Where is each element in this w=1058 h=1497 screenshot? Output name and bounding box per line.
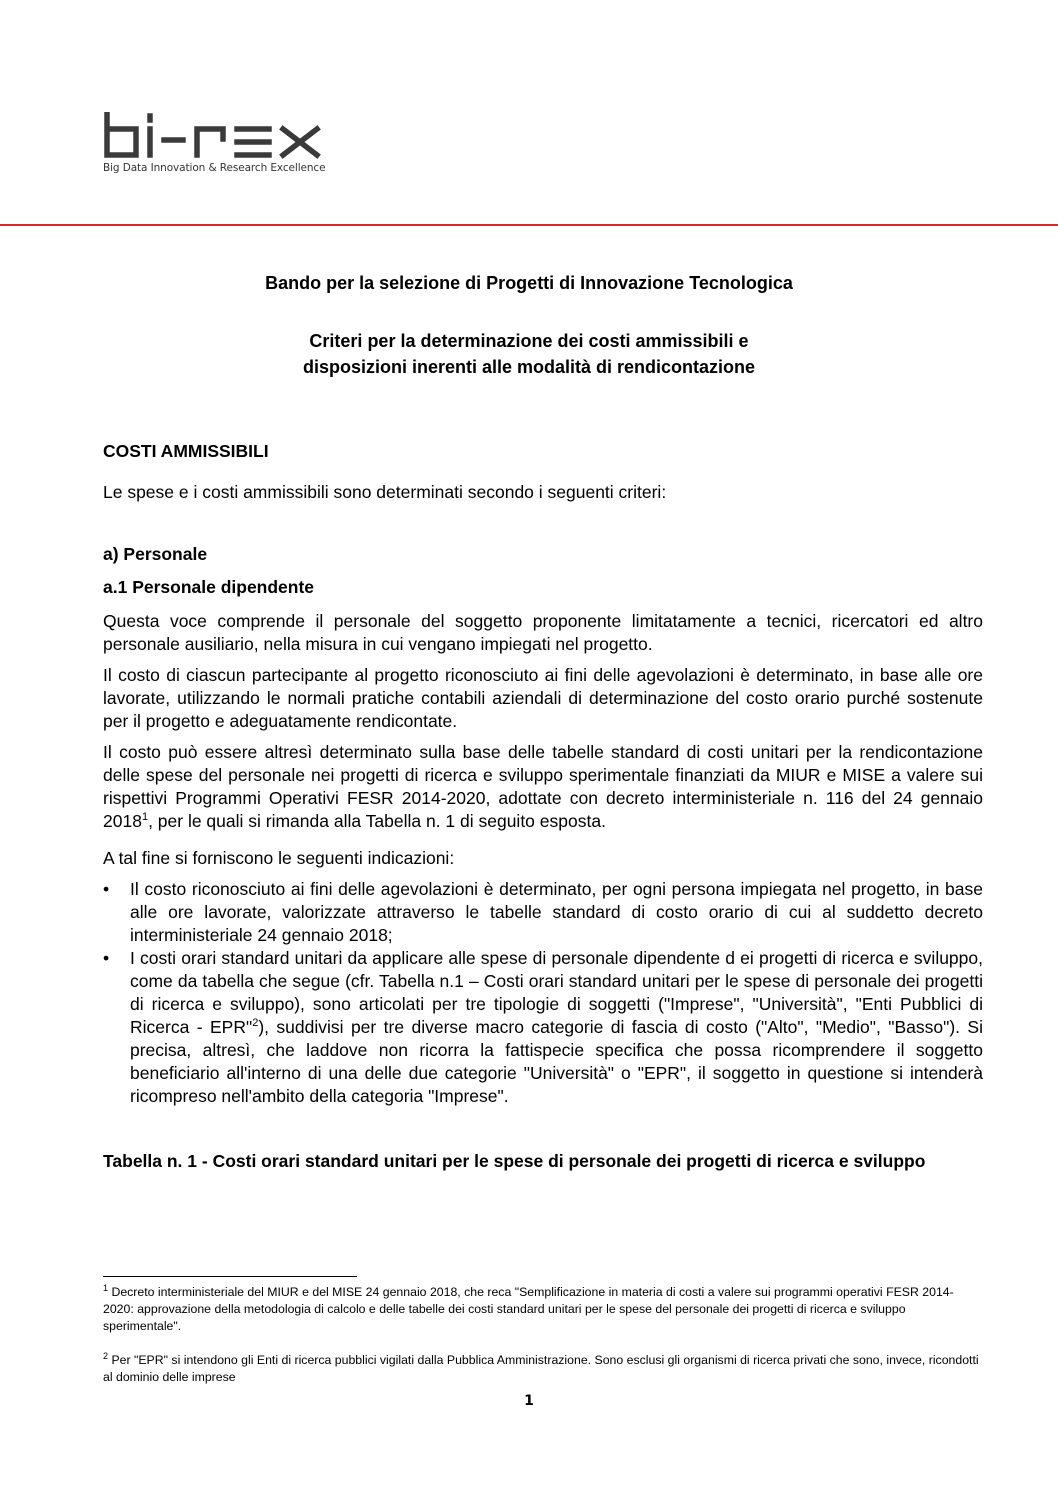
paragraph-2: Il costo di ciascun partecipante al progetto riconosciuto ai fini delle agevolazioni è determinato, in base alle ore lavorate, utilizzando le normali pratiche contabili aziendali di determinazione del costo orario purché sostenute per il progetto e adeguatamente rendicontate. [103,665,983,731]
paragraph-3-text: Il costo può essere altresì determinato sulla base delle tabelle standard di costi unitari per la rendicontazione delle spese del personale nei progetti di ricerca e sviluppo sperimentale finanziati da MIUR e MISE a valere sui rispettivi Programmi Operativi FESR 2014-2020, adottate con decreto interministeriale n. 116 del 24 gennaio 2018 [103,742,983,831]
footnote-2-number: 2 [103,1350,109,1361]
logo-tagline: Big Data Innovation & Research Excellence [103,162,326,174]
bullet-item-2-text-end: ), suddivisi per tre diverse macro categorie di fascia di costo ("Alto", "Medio", "Basso"). Si precisa, altresì, che laddove non ricorra la fattispecie specifica che possa ricomprendere il soggetto beneficiario all'interno di una delle due categorie "Università" o "EPR", il soggetto in questione si intenderà ricompreso nell'ambito della categoria "Imprese". [130,1017,983,1106]
footnote-2-text: Per "EPR" si intendono gli Enti di ricerca pubblici vigilati dalla Pubblica Amministrazione. Sono esclusi gli organismi di ricerca privati che sono, invece, ricondotti al dominio delle imprese [103,1353,979,1384]
footnote-1-number: 1 [103,1282,109,1293]
paragraph-1: Questa voce comprende il personale del soggetto proponente limitatamente a tecnici, ricercatori ed altro personale ausiliario, nella misura in cui vengano impiegati nel progetto. [103,611,983,654]
bullet-item-2 [130,947,983,1108]
footnote-separator [103,1276,357,1277]
footnote-1 [103,1284,983,1335]
footnote-ref-1[interactable]: 1 [141,811,149,824]
subsection-heading-personale-dipendente: a.1 Personale dipendente [103,577,315,597]
header-divider [0,224,1058,226]
paragraph-3-text-end: , per le quali si rimanda alla Tabella n. 1 di seguito esposta. [148,811,606,831]
subsection-heading-personale: a) Personale [103,544,208,564]
section-heading: COSTI AMMISSIBILI [103,441,269,461]
bullet-icon: • [103,948,110,968]
table-title: Tabella n. 1 - Costi orari standard unitari per le spese di personale dei progetti di ricerca e sviluppo [103,1151,926,1171]
paragraph-3 [103,741,983,833]
intro-paragraph: Le spese e i costi ammissibili sono determinati secondo i seguenti criteri: [103,482,667,502]
footnote-1-text: Decreto interministeriale del MIUR e del MISE 24 gennaio 2018, che reca "Semplificazione in materia di costi a valere sui programmi operativi FESR 2014-2020: approvazione della metodologia di calcolo e delle tabelle dei costi standard unitari per le spese del personale dei progetti di ricerca e sviluppo sperimentale". [103,1285,954,1333]
bullet-item-2-text: I costi orari standard unitari da applicare alle spese di personale dipendente d ei progetti di ricerca e sviluppo, come da tabella che segue (cfr. Tabella n.1 – Costi orari standard unitari per le spese di personale dei progetti di ricerca e sviluppo), sono articolati per tre tipologie di soggetti ("Imprese", "Università", "Enti Pubblici di Ricerca - EPR" [130,948,983,1037]
bullet-item-1: Il costo riconosciuto ai fini delle agevolazioni è determinato, per ogni persona impiegata nel progetto, in base alle ore lavorate, valorizzate attraverso le tabelle standard di costo orario di cui al suddetto decreto interministeriale 24 gennaio 2018; [130,879,983,945]
page-number: 1 [524,1393,534,1409]
document-subtitle-line2: disposizioni inerenti alle modalità di rendicontazione [302,357,756,377]
document-title: Bando per la selezione di Progetti di Innovazione Tecnologica [265,273,793,293]
bullet-icon: • [103,879,110,899]
document-subtitle-line1: Criteri per la determinazione dei costi ammissibili e [309,331,749,351]
paragraph-4: A tal fine si forniscono le seguenti indicazioni: [103,848,455,868]
footnote-2 [103,1352,983,1386]
footnote-ref-2[interactable]: 2 [252,1017,259,1030]
